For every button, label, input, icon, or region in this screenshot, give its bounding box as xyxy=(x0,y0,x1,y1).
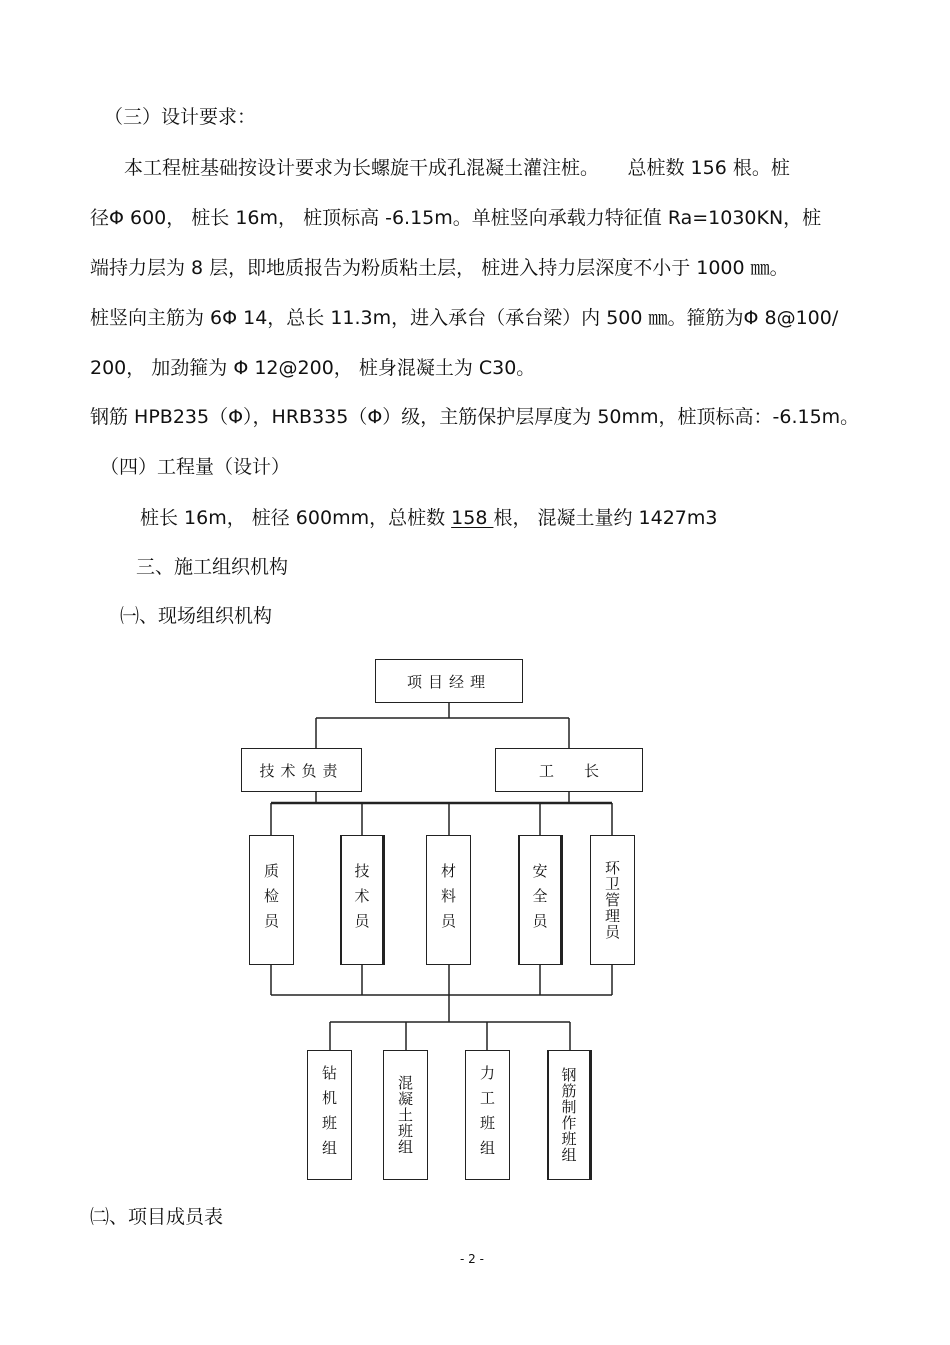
quantity-prefix: 桩长 16m， 桩径 600mm，总桩数 xyxy=(140,507,452,529)
org-node-safety-officer: 安全员 xyxy=(518,835,563,965)
org-node-labor-team: 力工班组 xyxy=(465,1050,510,1180)
paragraph-line-3: 端持力层为 8 层，即地质报告为粉质粘土层， 桩进入持力层深度不小于 1000 ㎜。 xyxy=(90,257,789,279)
org-node-technician: 技术员 xyxy=(340,835,385,965)
subheading-project-members: ㈡、项目成员表 xyxy=(90,1206,224,1228)
section-heading-organization: 三、施工组织机构 xyxy=(136,556,289,578)
org-node-foreman: 工 长 xyxy=(495,748,643,792)
org-node-drilling-team: 钻机班组 xyxy=(307,1050,352,1180)
paragraph-line-5: 200， 加劲箍为 Φ 12@200， 桩身混凝土为 C30。 xyxy=(90,357,536,379)
quantity-suffix: 根， 混凝土量约 1427m3 xyxy=(493,507,718,529)
org-node-sanitation-manager: 环卫管理员 xyxy=(590,835,635,965)
paragraph-line-4: 桩竖向主筋为 6Φ 14，总长 11.3m，进入承台（承台梁）内 500 ㎜。箍筋为Φ 8@100/ xyxy=(90,307,839,329)
org-node-quality-inspector: 质检员 xyxy=(249,835,294,965)
section-heading-quantity: （四）工程量（设计） xyxy=(100,456,291,478)
subheading-site-organization: ㈠、现场组织机构 xyxy=(120,605,273,627)
section-heading-design-requirements: （三）设计要求： xyxy=(104,106,257,128)
paragraph-line-1: 本工程桩基础按设计要求为长螺旋干成孔混凝土灌注桩。 总桩数 156 根。桩 xyxy=(124,157,790,179)
org-node-technical-lead: 技术负责 xyxy=(241,748,362,792)
org-node-concrete-team: 混凝土班组 xyxy=(383,1050,428,1180)
org-node-project-manager: 项目经理 xyxy=(375,659,523,703)
page-number: - 2 - xyxy=(460,1252,484,1266)
pile-count: 158 xyxy=(451,507,494,529)
paragraph-line-2: 径Φ 600， 桩长 16m， 桩顶标高 -6.15m。单桩竖向承载力特征值 Ra=1030KN，桩 xyxy=(90,207,822,229)
org-node-material-clerk: 材料员 xyxy=(426,835,471,965)
paragraph-line-6: 钢筋 HPB235（Φ），HRB335（Φ）级，主筋保护层厚度为 50mm，桩顶标高：-6.15m。 xyxy=(90,406,860,428)
org-node-rebar-team: 钢筋制作班组 xyxy=(547,1050,592,1180)
